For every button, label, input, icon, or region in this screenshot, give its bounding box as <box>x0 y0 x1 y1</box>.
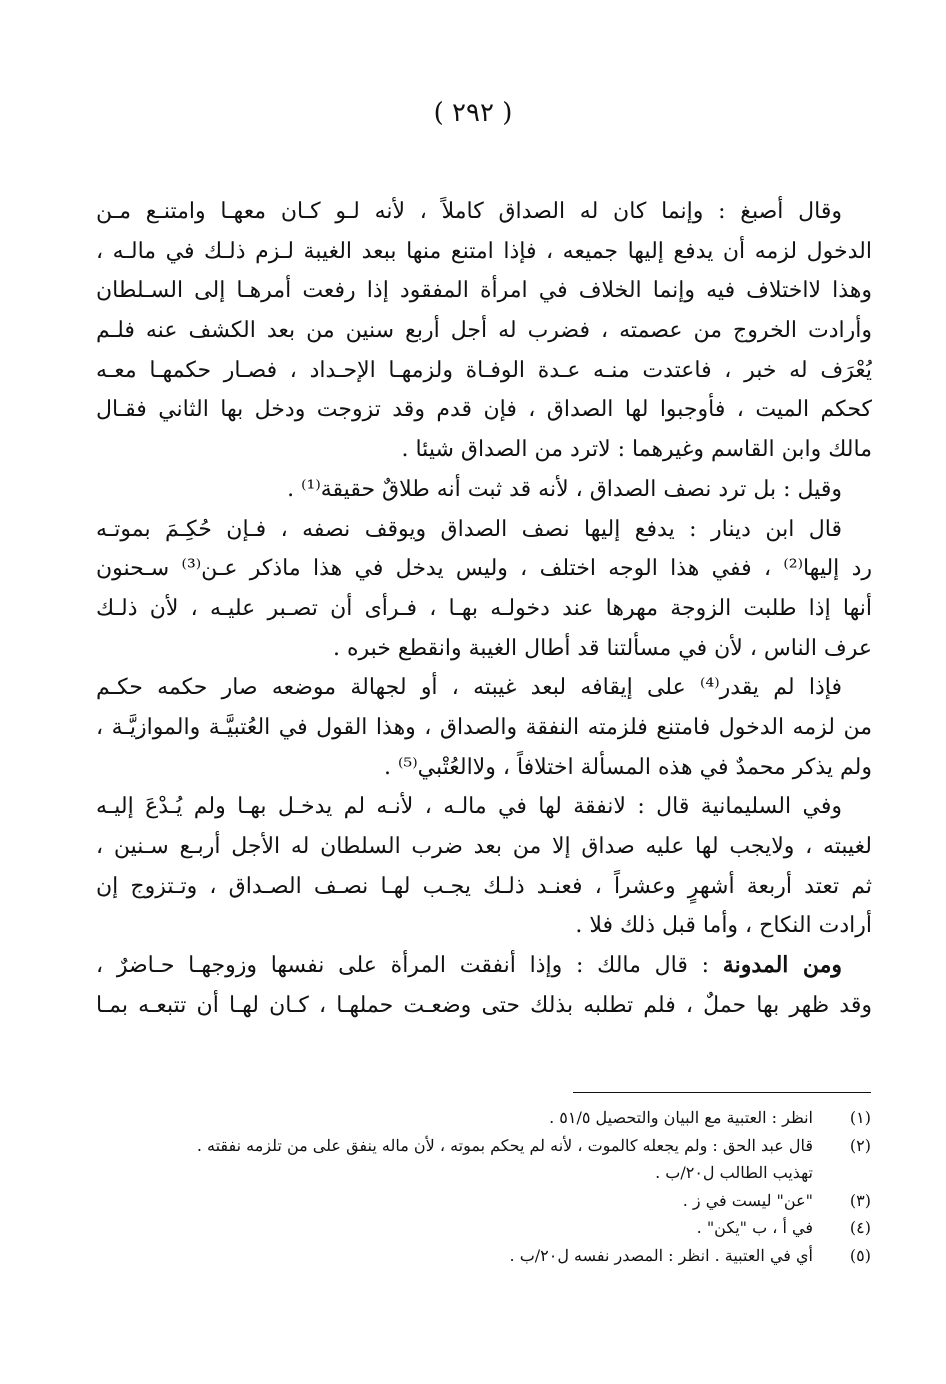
footnote-divider <box>573 1092 871 1093</box>
text-line: من لزمه الدخول فامتنع فلزمته النفقة والصداق ، وهذا القول في العُتبيَّـة والموازيَّـة ، <box>96 714 872 740</box>
text-line: مالك وابن القاسم وغيرهما : لاترد من الصداق شيئا . <box>401 437 872 463</box>
text-line: وهذا لااختلاف فيه وإنما الخلاف في امرأة المفقود إذا رفعت أمرهـا إلى السـلطان <box>96 278 872 304</box>
text-line: أنها إذا طلبت الزوجة مهرها عند دخولـه بهـا ، فـرأى أن تصـبر عليـه ، لأن ذلـك <box>96 595 872 621</box>
footnote-number: (٣) <box>849 1190 871 1210</box>
footnote-number: (١) <box>849 1108 871 1127</box>
text-line: وقيل : بل ترد نصف الصداق ، لأنه قد ثبت أنه طلاقٌ حقيقة⁽¹⁾ . <box>287 476 842 502</box>
text-line: أرادت النكاح ، وأما قبل ذلك فلا . <box>575 913 872 939</box>
footnote-item <box>73 1214 871 1242</box>
text-line: وأرادت الخروج من عصمته ، فضرب له أجل أربع سنين من بعد الكشف عنه فلـم <box>96 318 872 344</box>
text-line: فإذا لم يقدر⁽⁴⁾ على إيقافه لبعد غيبته ، أو لجهالة موضعه صار حكمه حكـم <box>96 675 842 701</box>
text-line: وقال أصبغ : وإنما كان له الصداق كاملاً ، لأنه لـو كـان معهـا وامتنـع مـن <box>96 199 842 224</box>
footnote-text: تهذيب الطالب ل٢٠/ب . <box>655 1163 813 1182</box>
text-line: قال ابن دينار : يدفع إليها نصف الصداق ويوقف نصفه ، فـإن حُكِـمَ بموتـه <box>96 516 842 542</box>
text-line: رد إليها⁽²⁾ ، ففي هذا الوجه اختلف ، وليس يدخل في هذا ماذكر عـن⁽³⁾ سـحنون <box>96 556 872 582</box>
bold-lead-phrase: ومن المدونة <box>722 952 842 979</box>
footnote-item <box>73 1159 871 1187</box>
text-line: وقد ظهر بها حملٌ ، فلم تطلبه بذلك حتى وضعـت حملهـا ، كـان لهـا أن تتبعـه بمـا <box>96 992 872 1018</box>
footnote-number: (٥) <box>849 1245 871 1265</box>
footnote-item <box>73 1187 871 1215</box>
footnote-number: (٢) <box>849 1135 871 1155</box>
footnote-number: (٤) <box>849 1218 871 1237</box>
text-line: يُعْرَف له خبر ، فاعتدت منـه عـدة الوفـاة ولزمهـا الإحـداد ، فصـار حكمهـا معـه <box>96 357 872 383</box>
page-number: ( ٢٩٢ ) <box>433 98 513 128</box>
text-line: وفي السليمانية قال : لانفقة لها في مالـه ، لأنـه لم يدخـل بهـا ولم يُـدْعَ إليـه <box>96 794 843 820</box>
text-line: عرف الناس ، لأن في مسألتنا قد أطال الغيبة وانقطع خبره . <box>333 635 872 661</box>
text-line: كحكم الميت ، فأوجبوا لها الصداق ، فإن قدم وقد تزوجت ودخل بها الثاني فقـال <box>96 397 872 423</box>
text-line-bold-lead: ومن المدونة : قال مالك : وإذا أنفقت المرأة على نفسها وزوجهـا حـاضرٌ ، <box>96 952 842 979</box>
footnote-text: "عن" ليست في ز . <box>682 1190 813 1210</box>
main-text <box>96 192 872 1025</box>
footnotes <box>73 1104 871 1269</box>
text-line: لغيبته ، ولايجب لها عليه صداق إلا من بعد ضرب السلطان له الأجل أربـع سـنين ، <box>96 834 872 859</box>
footnote-text: انظر : العتبية مع البيان والتحصيل ٥١/٥ . <box>549 1108 813 1127</box>
footnote-item <box>73 1132 871 1160</box>
footnote-text: في أ ، ب "يكن" . <box>696 1218 813 1237</box>
text-line: الدخول لزمه أن يدفع إليها جميعه ، فإذا امتنع منها ببعد الغيبة لـزم ذلـك في مالـه ، <box>96 238 872 264</box>
footnote-item <box>73 1242 871 1270</box>
text-line: ثم تعتد أربعة أشهرٍ وعشراً ، فعنـد ذلـك يجـب لهـا نصـف الصـداق ، وتـتزوج إن <box>96 873 872 899</box>
footnote-text: قال عبد الحق : ولم يجعله كالموت ، لأنه لم يحكم بموته ، لأن ماله ينفق على من تلزمه نفقته . <box>196 1135 813 1155</box>
footnote-text: أي في العتبية . انظر : المصدر نفسه ل٢٠/ب . <box>509 1245 813 1265</box>
text-line: ولم يذكر محمدٌ في هذه المسألة اختلافاً ، ولاالعُتْبي⁽⁵⁾ . <box>384 754 872 780</box>
footnote-item <box>73 1104 871 1132</box>
